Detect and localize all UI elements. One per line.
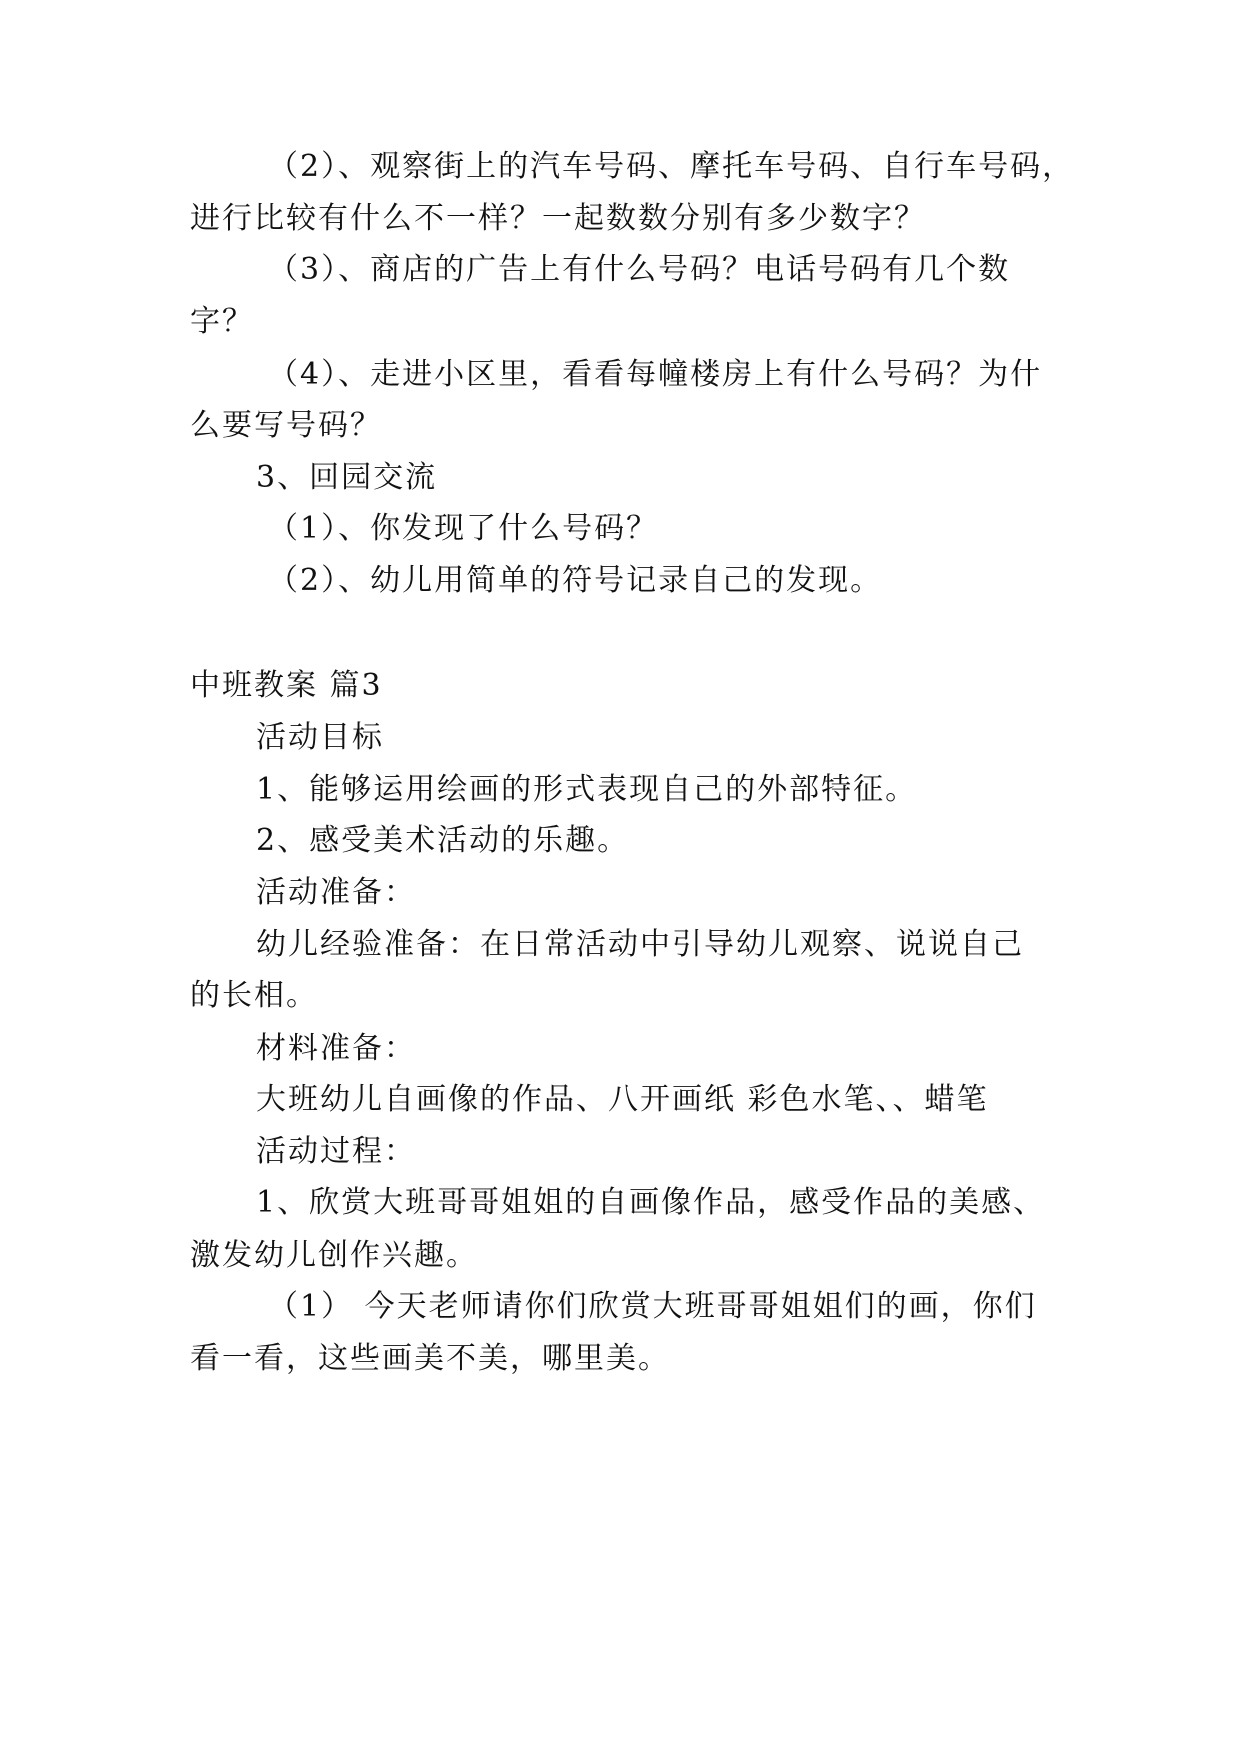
paragraph-line: 大班幼儿自画像的作品、八开画纸 彩色水笔、、蜡笔 — [256, 1082, 989, 1117]
paragraph-line: 进行比较有什么不一样？一起数数分别有多少数字？ — [190, 201, 926, 236]
paragraph-line: 幼儿经验准备：在日常活动中引导幼儿观察、说说自己 — [256, 927, 1024, 962]
paragraph-line: （1）、你发现了什么号码？ — [268, 511, 659, 546]
paragraph-line: （2）、观察街上的汽车号码、摩托车号码、自行车号码， — [268, 149, 1075, 184]
section-heading: 活动目标 — [256, 720, 384, 755]
paragraph-line: 么要写号码？ — [190, 408, 382, 443]
paragraph-line: 的长相。 — [190, 978, 318, 1013]
section-heading: 活动过程： — [256, 1134, 416, 1169]
paragraph-line: 1、欣赏大班哥哥姐姐的自画像作品，感受作品的美感、 — [256, 1185, 1046, 1220]
paragraph-line: （1） 今天老师请你们欣赏大班哥哥姐姐们的画，你们 — [268, 1289, 1037, 1324]
paragraph-line: （2）、幼儿用简单的符号记录自己的发现。 — [268, 563, 883, 598]
section-heading: 活动准备： — [256, 875, 416, 910]
paragraph-line: 2、感受美术活动的乐趣。 — [256, 823, 630, 858]
paragraph-line: 1、能够运用绘画的形式表现自己的外部特征。 — [256, 772, 918, 807]
paragraph-line: 字？ — [190, 304, 254, 339]
paragraph-line: 激发幼儿创作兴趣。 — [190, 1238, 478, 1273]
section-heading: 材料准备： — [256, 1031, 416, 1066]
paragraph-line: 看一看，这些画美不美，哪里美。 — [190, 1341, 670, 1376]
section-heading: 3、回园交流 — [256, 460, 438, 495]
document-title: 中班教案 篇3 — [190, 668, 383, 703]
paragraph-line: （4）、走进小区里，看看每幢楼房上有什么号码？为什 — [268, 357, 1043, 392]
paragraph-line: （3）、商店的广告上有什么号码？电话号码有几个数 — [268, 252, 1011, 287]
